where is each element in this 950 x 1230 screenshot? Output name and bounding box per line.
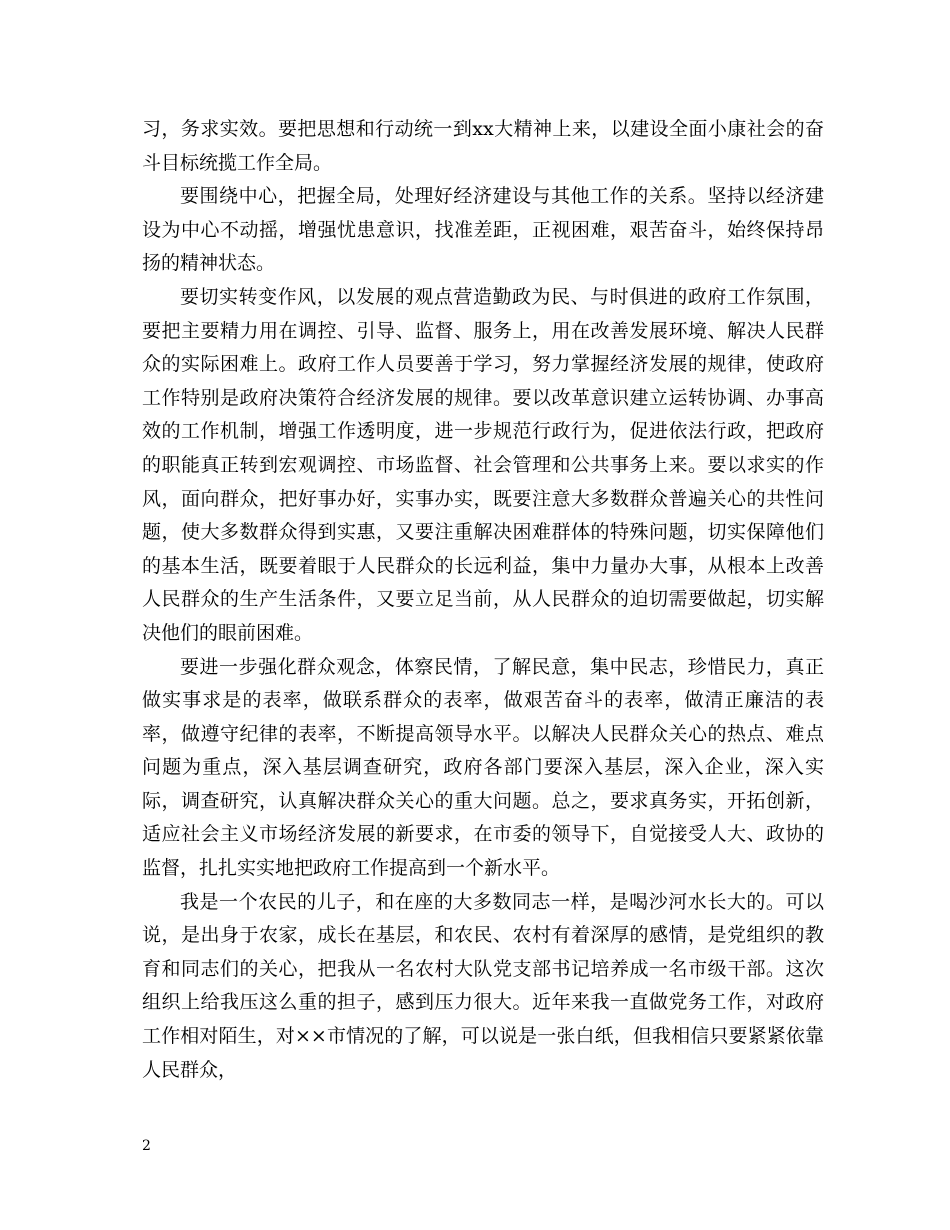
paragraph-4: 要进一步强化群众观念，体察民情，了解民意，集中民志，珍惜民力，真正做实事求是的表率，做联系群众的表率，做艰苦奋斗的表率，做清正廉洁的表率，做遵守纪律的表率，不断提高领导水平。以解决人民群众关心的热点、难点问题为重点，深入基层调查研究，政府各部门要深入基层，深入企业，深入实际，调查研究，认真解决群众关心的重大问题。总之，要求真务实，开拓创新，适应社会主义市场经济发展的新要求，在市委的领导下，自觉接受人大、政协的监督，扎扎实实地把政府工作提高到一个新水平。 bbox=[142, 655, 824, 880]
document-body bbox=[142, 113, 824, 1087]
paragraph-2: 要围绕中心，把握全局，处理好经济建设与其他工作的关系。坚持以经济建设为中心不动摇，增强忧患意识，找准差距，正视困难，艰苦奋斗，始终保持昂扬的精神状态。 bbox=[142, 185, 824, 275]
paragraph-1: 习，务求实效。要把思想和行动统一到xx大精神上来，以建设全面小康社会的奋斗目标统揽工作全局。 bbox=[142, 118, 824, 174]
paragraph-5: 我是一个农民的儿子，和在座的大多数同志一样，是喝沙河水长大的。可以说，是出身于农家，成长在基层，和农民、农村有着深厚的感情，是党组织的教育和同志们的关心，把我从一名农村大队党支部书记培养成一名市级干部。这次组织上给我压这么重的担子，感到压力很大。近年来我一直做党务工作，对政府工作相对陌生，对××市情况的了解，可以说是一张白纸，但我相信只要紧紧依靠人民群众， bbox=[142, 890, 824, 1081]
paragraph-3: 要切实转变作风，以发展的观点营造勤政为民、与时俱进的政府工作氛围，要把主要精力用在调控、引导、监督、服务上，用在改善发展环境、解决人民群众的实际困难上。政府工作人员要善于学习，努力掌握经济发展的规律，使政府工作特别是政府决策符合经济发展的规律。要以改革意识建立运转协调、办事高效的工作机制，增强工作透明度，进一步规范行政行为，促进依法行政，把政府的职能真正转到宏观调控、市场监督、社会管理和公共事务上来。要以求实的作风，面向群众，把好事办好，实事办实，既要注意大多数群众普遍关心的共性问题，使大多数群众得到实惠，又要注重解决困难群体的特殊问题，切实保障他们的基本生活，既要着眼于人民群众的长远利益，集中力量办大事，从根本上改善人民群众的生产生活条件，又要立足当前，从人民群众的迫切需要做起，切实解决他们的眼前困难。 bbox=[142, 285, 824, 644]
page-number: 2 bbox=[142, 1138, 151, 1154]
